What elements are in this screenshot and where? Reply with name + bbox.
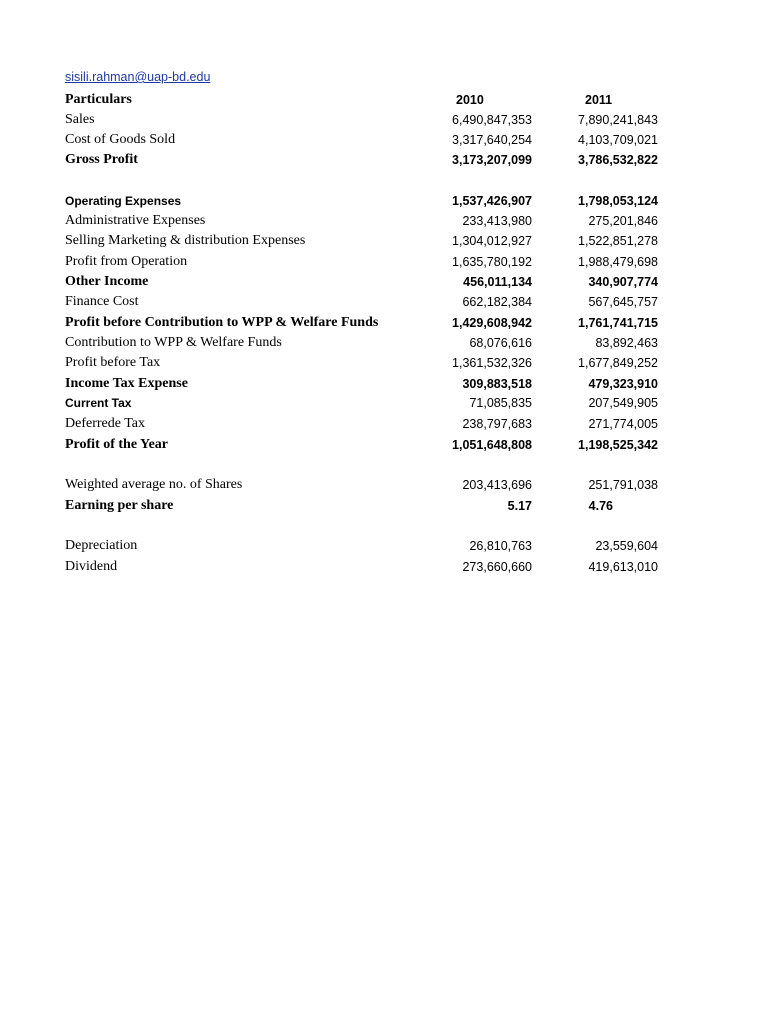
value-2010: 1,051,648,808 xyxy=(452,438,532,452)
value-2010: 233,413,980 xyxy=(462,214,532,228)
row-label: Profit before Tax xyxy=(65,355,161,370)
row-label: Income Tax Expense xyxy=(65,376,188,391)
row-label: Gross Profit xyxy=(65,152,138,167)
value-2011: 340,907,774 xyxy=(588,275,658,289)
value-2011: 1,522,851,278 xyxy=(578,234,658,248)
particulars-header: Particulars xyxy=(65,92,132,107)
row-label: Operating Expenses xyxy=(65,194,182,208)
year-2011-header: 2011 xyxy=(585,93,613,107)
value-2011: 275,201,846 xyxy=(588,214,658,228)
row-current-tax xyxy=(0,393,768,413)
row-label: Finance Cost xyxy=(65,294,139,309)
value-2010: 6,490,847,353 xyxy=(452,113,532,127)
value-2011: 207,549,905 xyxy=(588,396,658,410)
row-operating-expenses xyxy=(0,191,768,211)
value-2011: 1,761,741,715 xyxy=(578,316,658,330)
row-label: Profit before Contribution to WPP & Welfare Funds xyxy=(65,315,379,330)
row-profit-from-operation xyxy=(0,252,768,272)
row-contribution-wpp xyxy=(0,333,768,353)
row-label: Selling Marketing & distribution Expenses xyxy=(65,233,306,248)
row-weighted-average-shares xyxy=(0,475,768,495)
row-label: Profit from Operation xyxy=(65,254,188,269)
value-2010: 1,304,012,927 xyxy=(452,234,532,248)
row-profit-before-tax xyxy=(0,353,768,373)
value-2010: 203,413,696 xyxy=(462,478,532,492)
row-label: Dividend xyxy=(65,559,118,574)
row-label: Profit of the Year xyxy=(65,437,169,452)
value-2010: 273,660,660 xyxy=(462,560,532,574)
value-2011: 1,798,053,124 xyxy=(578,194,658,208)
row-sales xyxy=(0,110,768,130)
value-2010: 3,317,640,254 xyxy=(452,133,532,147)
value-2010: 26,810,763 xyxy=(469,539,532,553)
row-earning-per-share xyxy=(0,496,768,516)
value-2011: 271,774,005 xyxy=(588,417,658,431)
value-2011: 1,988,479,698 xyxy=(578,255,658,269)
value-2010: 1,635,780,192 xyxy=(452,255,532,269)
row-profit-before-contribution xyxy=(0,313,768,333)
value-2010: 1,361,532,326 xyxy=(452,356,532,370)
row-cost-of-goods-sold xyxy=(0,130,768,150)
row-income-tax-expense xyxy=(0,374,768,394)
value-2010: 3,173,207,099 xyxy=(452,153,532,167)
row-label: Sales xyxy=(65,112,95,127)
row-label: Contribution to WPP & Welfare Funds xyxy=(65,335,282,350)
value-2010: 1,537,426,907 xyxy=(452,194,532,208)
value-2011: 251,791,038 xyxy=(588,478,658,492)
row-depreciation xyxy=(0,536,768,556)
value-2011: 419,613,010 xyxy=(588,560,658,574)
row-label: Cost of Goods Sold xyxy=(65,132,176,147)
value-2010: 1,429,608,942 xyxy=(452,316,532,330)
row-profit-of-the-year xyxy=(0,435,768,455)
value-2010: 5.17 xyxy=(507,499,532,513)
value-2010: 662,182,384 xyxy=(462,295,532,309)
value-2011: 3,786,532,822 xyxy=(578,153,658,167)
row-selling-marketing-expenses xyxy=(0,231,768,251)
row-deferred-tax xyxy=(0,414,768,434)
value-2011: 7,890,241,843 xyxy=(578,113,658,127)
value-2010: 238,797,683 xyxy=(462,417,532,431)
value-2011: 479,323,910 xyxy=(588,377,658,391)
row-finance-cost xyxy=(0,292,768,312)
value-2011: 1,677,849,252 xyxy=(578,356,658,370)
row-label: Current Tax xyxy=(65,396,132,410)
value-2010: 71,085,835 xyxy=(469,396,532,410)
row-label: Earning per share xyxy=(65,498,174,513)
row-label: Administrative Expenses xyxy=(65,213,206,228)
row-label: Weighted average no. of Shares xyxy=(65,477,243,492)
row-dividend xyxy=(0,557,768,577)
email-link[interactable]: sisili.rahman@uap-bd.edu xyxy=(65,70,211,84)
value-2010: 68,076,616 xyxy=(469,336,532,350)
value-2011: 1,198,525,342 xyxy=(578,438,658,452)
year-2010-header: 2010 xyxy=(456,93,484,107)
value-2010: 456,011,134 xyxy=(463,275,532,289)
row-label: Deferrede Tax xyxy=(65,416,145,431)
value-2011: 23,559,604 xyxy=(595,539,658,553)
value-2011: 83,892,463 xyxy=(595,336,658,350)
row-gross-profit xyxy=(0,150,768,170)
row-label: Other Income xyxy=(65,274,149,289)
row-administrative-expenses xyxy=(0,211,768,231)
row-label: Depreciation xyxy=(65,538,138,553)
header-row xyxy=(0,90,768,110)
value-2011: 4.76 xyxy=(588,499,613,513)
value-2011: 567,645,757 xyxy=(588,295,658,309)
row-other-income xyxy=(0,272,768,292)
value-2010: 309,883,518 xyxy=(462,377,532,391)
value-2011: 4,103,709,021 xyxy=(578,133,658,147)
